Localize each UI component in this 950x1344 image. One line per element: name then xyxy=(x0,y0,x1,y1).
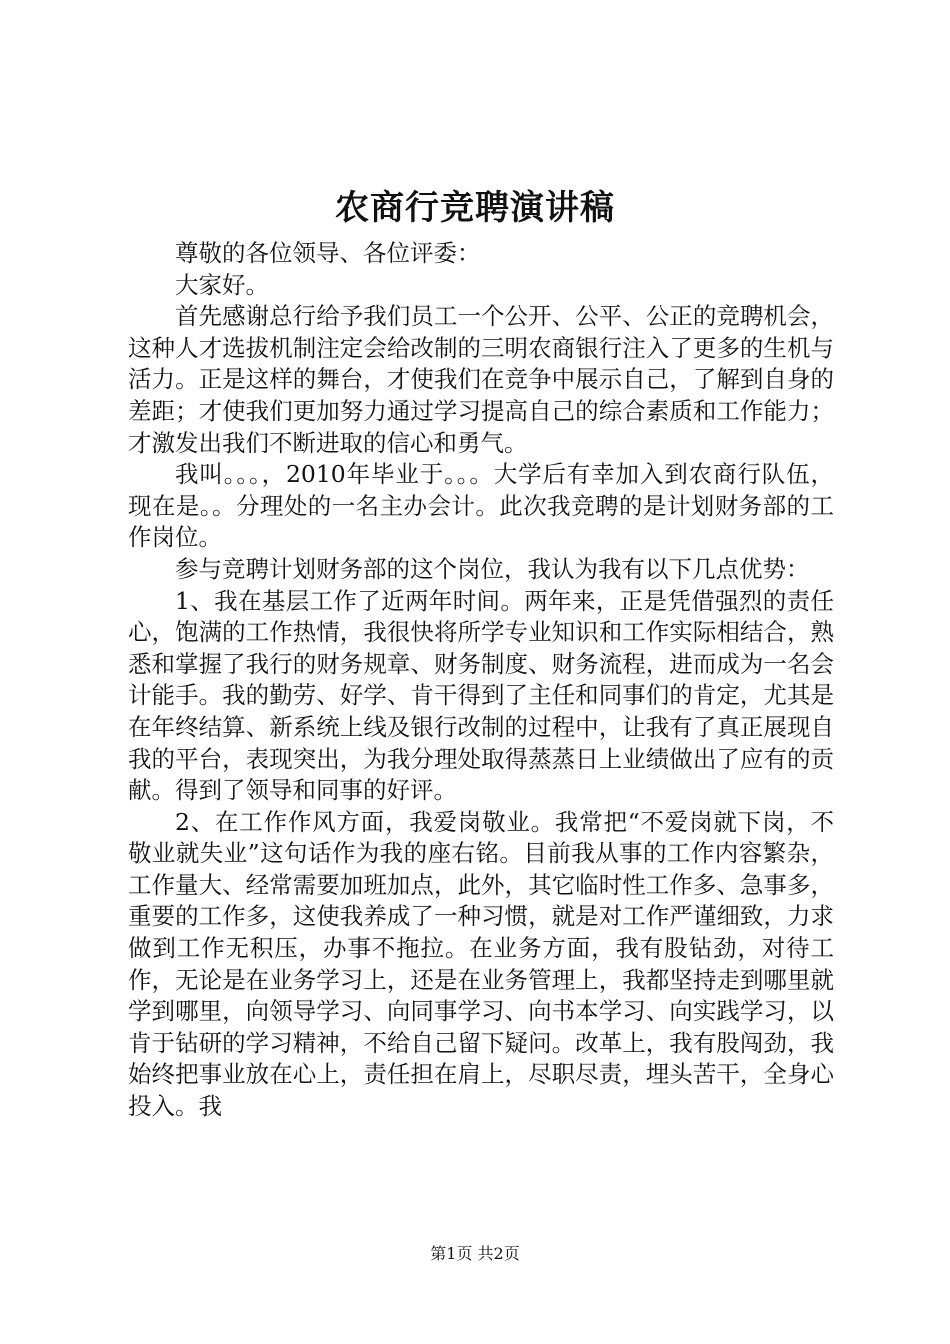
document-body xyxy=(128,238,834,1123)
greeting-paragraph: 大家好。 xyxy=(175,270,269,299)
salutation-paragraph: 尊敬的各位领导、各位评委： xyxy=(175,239,481,267)
body-paragraph-point-1: 1、我在基层工作了近两年时间。两年来，正是凭借强烈的责任心，饱满的工作热情，我很快将所学专业知识和工作实际相结合，熟悉和掌握了我行的财务规章、财务制度、财务流程，进而成为一名会计能手。我的勤劳、好学、肯干得到了主任和同事们的肯定，尤其是在年终结算、新系统上线及银行改制的过程中，让我有了真正展现自我的平台，表现突出，为我分理处取得蒸蒸日上业绩做出了应有的贡献。得到了领导和同事的好评。 xyxy=(128,586,834,805)
body-paragraph-advantages-intro: 参与竞聘计划财务部的这个岗位，我认为我有以下几点优势： xyxy=(175,554,810,583)
document-title: 农商行竞聘演讲稿 xyxy=(335,188,615,228)
body-paragraph-thanks: 首先感谢总行给予我们员工一个公开、公平、公正的竞聘机会，这种人才选拔机制注定会给改制的三明农商银行注入了更多的生机与活力。正是这样的舞台，才使我们在竞争中展示自己，了解到自身的差距；才使我们更加努力通过学习提高自己的综合素质和工作能力；才激发出我们不断进取的信心和勇气。 xyxy=(128,302,834,457)
body-paragraph-self-intro: 我叫。。。，2010年毕业于。。。大学后有幸加入到农商行队伍，现在是。。分理处的一名主办会计。此次我竞聘的是计划财务部的工作岗位。 xyxy=(128,460,834,552)
page-footer: 第1页 共2页 xyxy=(430,1244,520,1263)
body-paragraph-point-2: 2、在工作作风方面，我爱岗敬业。我常把“不爱岗就下岗，不敬业就失业”这句话作为我的座右铭。目前我从事的工作内容繁杂，工作量大、经常需要加班加点，此外，其它临时性工作多、急事多，重要的工作多，这使我养成了一种习惯，就是对工作严谨细致，力求做到工作无积压，办事不拖拉。在业务方面，我有股钻劲，对待工作，无论是在业务学习上，还是在业务管理上，我都坚持走到哪里就学到哪里，向领导学习、向同事学习、向书本学习、向实践学习，以肯于钻研的学习精神，不给自己留下疑问。改革上，我有股闯劲，我始终把事业放在心上，责任担在肩上，尽职尽责，埋头苦干，全身心投入。我 xyxy=(128,807,834,1121)
